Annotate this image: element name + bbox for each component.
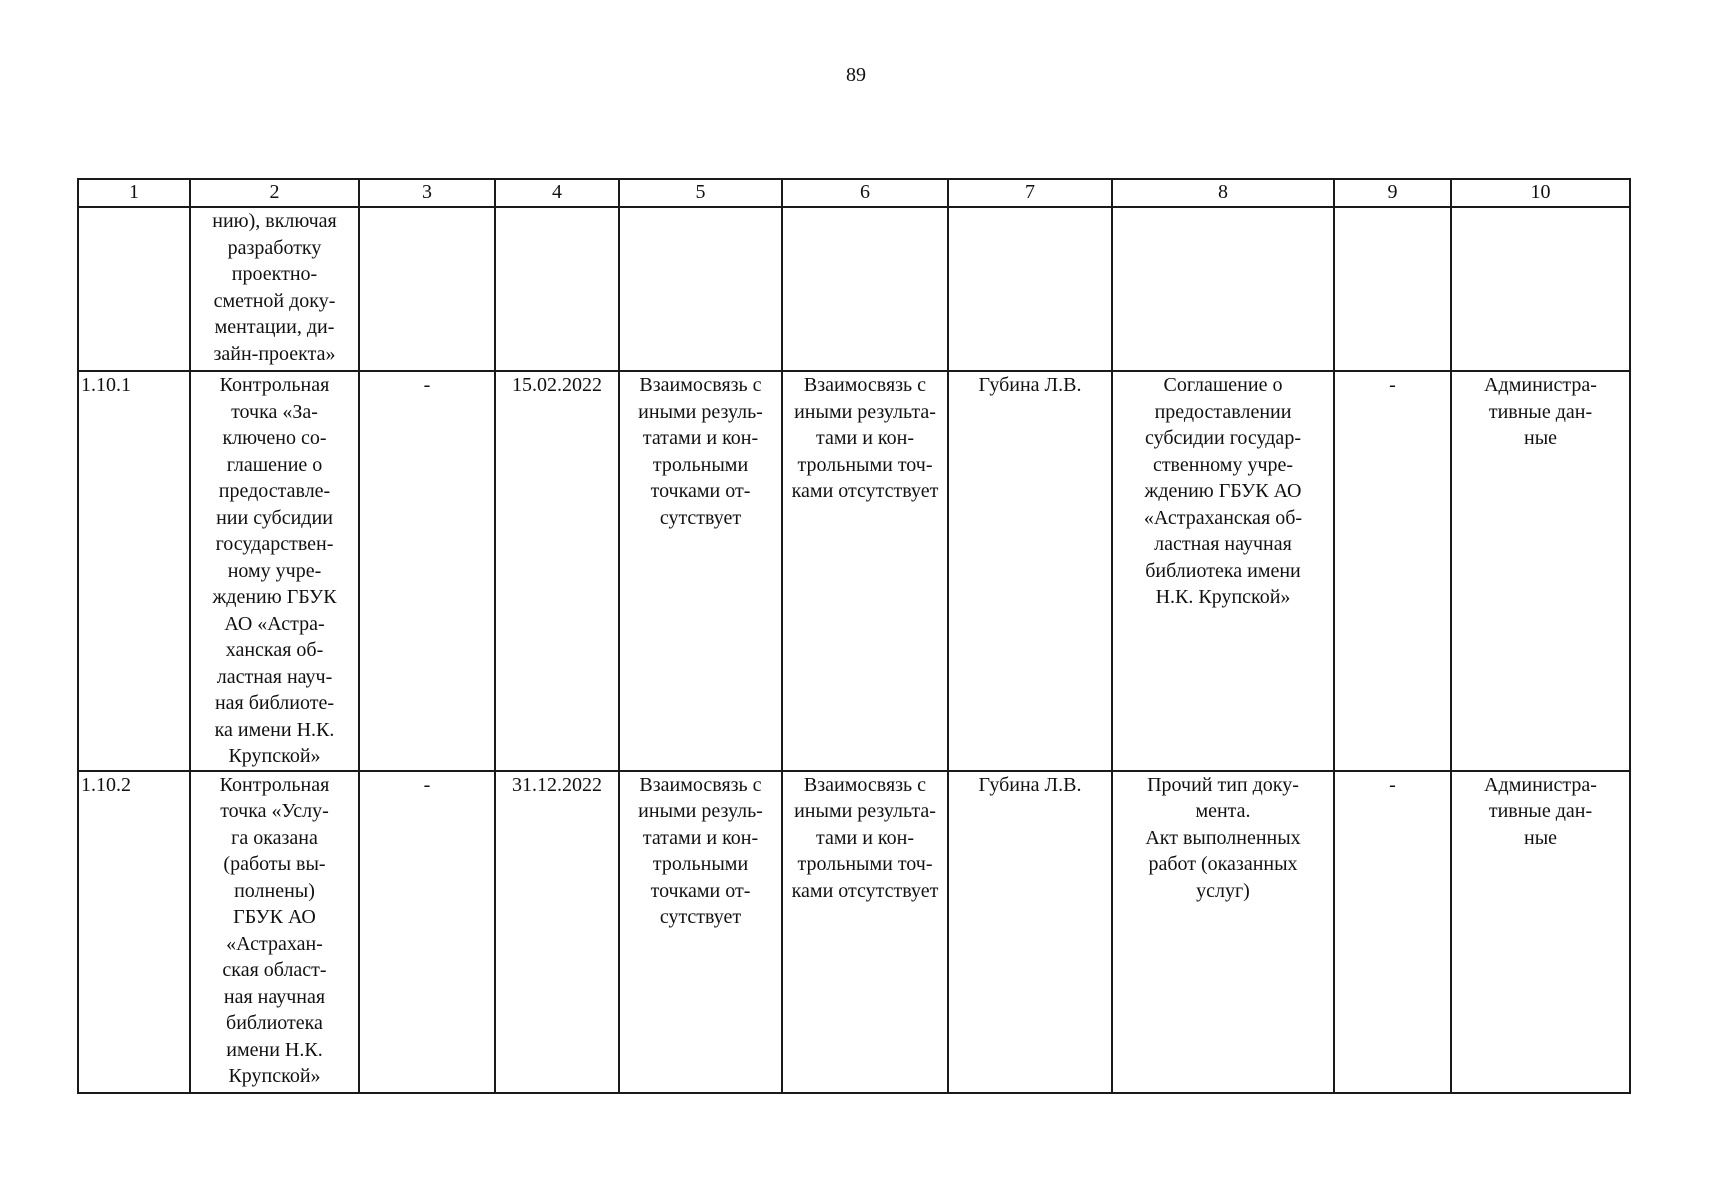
document-table [77,178,1631,1094]
cell-col5 [619,207,782,371]
cell-source: Администра- тивные дан- ные [1451,771,1630,1093]
cell-number: 1.10.1 [78,371,190,771]
cell-col9 [1334,207,1451,371]
cell-source [1451,207,1630,371]
table-row [78,371,1630,771]
cell-responsible [948,207,1112,371]
cell-responsible: Губина Л.В. [948,771,1112,1093]
header-cell: 6 [782,179,948,207]
header-cell: 7 [948,179,1112,207]
header-cell: 5 [619,179,782,207]
cell-col6 [782,207,948,371]
cell-date: 15.02.2022 [495,371,619,771]
cell-document: Соглашение о предоставлении субсидии государ- ственному учре- ждению ГБУК АО «Астраханская об- ластная научная библиотека имени Н.К. Крупской» [1112,371,1334,771]
cell-col3: - [359,371,495,771]
cell-col6: Взаимосвязь с иными результа- тами и кон- трольными точ- ками отсутствует [782,371,948,771]
cell-col9: - [1334,771,1451,1093]
cell-col3 [359,207,495,371]
page-number: 89 [846,64,866,86]
table-row [78,771,1630,1093]
cell-name: Контрольная точка «Услу- га оказана (работы вы- полнены) ГБУК АО «Астрахан- ская област- ная научная библиотека имени Н.К. Крупской» [190,771,359,1093]
cell-name: Контрольная точка «За- ключено со- глашение о предоставле- нии субсидии государствен- ному учре- ждению ГБУК АО «Астра- ханская об- ластная науч- ная библиоте- ка имени Н.К. Крупской» [190,371,359,771]
header-cell: 4 [495,179,619,207]
header-cell: 10 [1451,179,1630,207]
cell-number [78,207,190,371]
header-cell: 1 [78,179,190,207]
header-cell: 9 [1334,179,1451,207]
cell-document [1112,207,1334,371]
table-row [78,207,1630,371]
cell-number: 1.10.2 [78,771,190,1093]
header-cell: 8 [1112,179,1334,207]
cell-date: 31.12.2022 [495,771,619,1093]
header-cell: 2 [190,179,359,207]
cell-col3: - [359,771,495,1093]
cell-col6: Взаимосвязь с иными результа- тами и кон- трольными точ- ками отсутствует [782,771,948,1093]
cell-col5: Взаимосвязь с иными резуль- татами и кон- трольными точками от- сутствует [619,771,782,1093]
cell-source: Администра- тивные дан- ные [1451,371,1630,771]
cell-col5: Взаимосвязь с иными резуль- татами и кон- трольными точками от- сутствует [619,371,782,771]
cell-responsible: Губина Л.В. [948,371,1112,771]
cell-date [495,207,619,371]
cell-document: Прочий тип доку- мента. Акт выполненных работ (оказанных услуг) [1112,771,1334,1093]
header-row [78,179,1630,207]
cell-col9: - [1334,371,1451,771]
header-cell: 3 [359,179,495,207]
cell-name: нию), включая разработку проектно- сметной доку- ментации, ди- зайн-проекта» [190,207,359,371]
